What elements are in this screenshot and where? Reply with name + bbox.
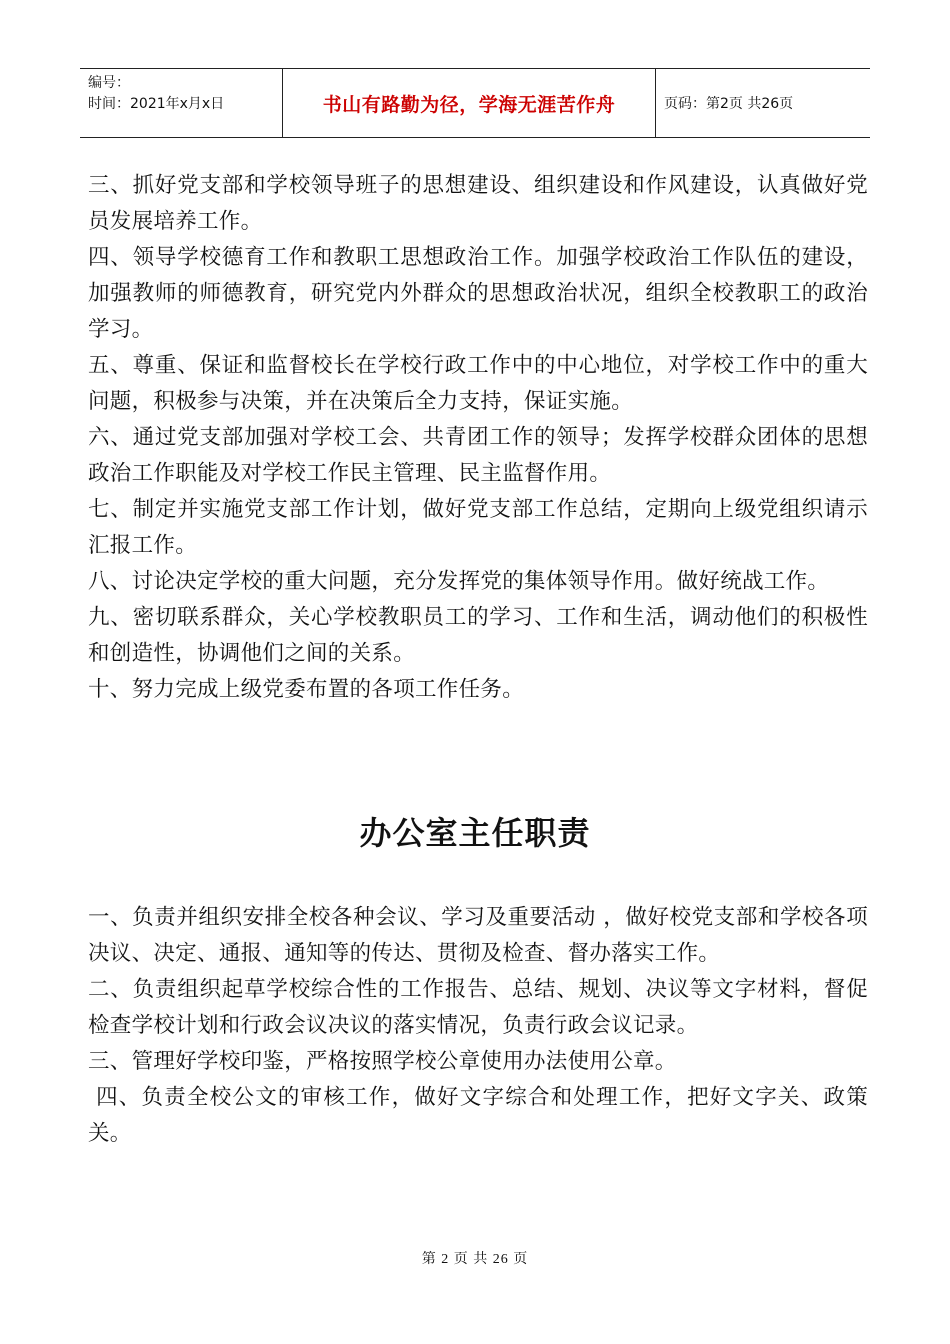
paragraph: 二、负责组织起草学校综合性的工作报告、总结、规划、决议等文字材料，督促检查学校计划和行政会议决议的落实情况，负责行政会议记录。: [88, 977, 868, 1038]
header-motto: 书山有路勤为径，学海无涯苦作舟: [283, 69, 656, 137]
paragraph: 八、讨论决定学校的重大问题，充分发挥党的集体领导作用。做好统战工作。: [88, 569, 830, 594]
section-title: 办公室主任职责: [359, 814, 591, 852]
paragraph: 五、尊重、保证和监督校长在学校行政工作中的中心地位，对学校工作中的重大问题，积极参与决策，并在决策后全力支持，保证实施。: [88, 353, 868, 414]
header-page-info: 页码：第2页 共26页: [664, 96, 794, 112]
page-footer: 第 2 页 共 26 页: [421, 1252, 529, 1267]
paragraph: 四、负责全校公文的审核工作，做好文字综合和处理工作，把好文字关、政策关。: [88, 1085, 868, 1146]
section2-body: [88, 900, 868, 1152]
section1-body: [88, 168, 868, 708]
paragraph: 七、制定并实施党支部工作计划，做好党支部工作总结，定期向上级党组织请示汇报工作。: [88, 497, 868, 558]
header-meta-cell: [80, 69, 283, 137]
document-time-label: 时间：2021年x月x日: [88, 96, 225, 112]
document-header: [80, 68, 870, 138]
paragraph: 十、努力完成上级党委布置的各项工作任务。: [88, 677, 525, 702]
paragraph: 九、密切联系群众，关心学校教职员工的学习、工作和生活，调动他们的积极性和创造性，协调他们之间的关系。: [88, 605, 868, 666]
paragraph: 三、管理好学校印鉴，严格按照学校公章使用办法使用公章。: [88, 1049, 677, 1074]
paragraph: 六、通过党支部加强对学校工会、共青团工作的领导；发挥学校群众团体的思想政治工作职能及对学校工作民主管理、民主监督作用。: [88, 425, 868, 486]
document-code-label: 编号：: [88, 75, 130, 91]
paragraph: 四、领导学校德育工作和教职工思想政治工作。加强学校政治工作队伍的建设，加强教师的师德教育，研究党内外群众的思想政治状况，组织全校教职工的政治学习。: [88, 245, 868, 342]
paragraph: 一、负责并组织安排全校各种会议、学习及重要活动 ，做好校党支部和学校各项决议、决定、通报、通知等的传达、贯彻及检查、督办落实工作。: [88, 905, 868, 966]
paragraph: 三、抓好党支部和学校领导班子的思想建设、组织建设和作风建设，认真做好党员发展培养工作。: [88, 173, 868, 234]
